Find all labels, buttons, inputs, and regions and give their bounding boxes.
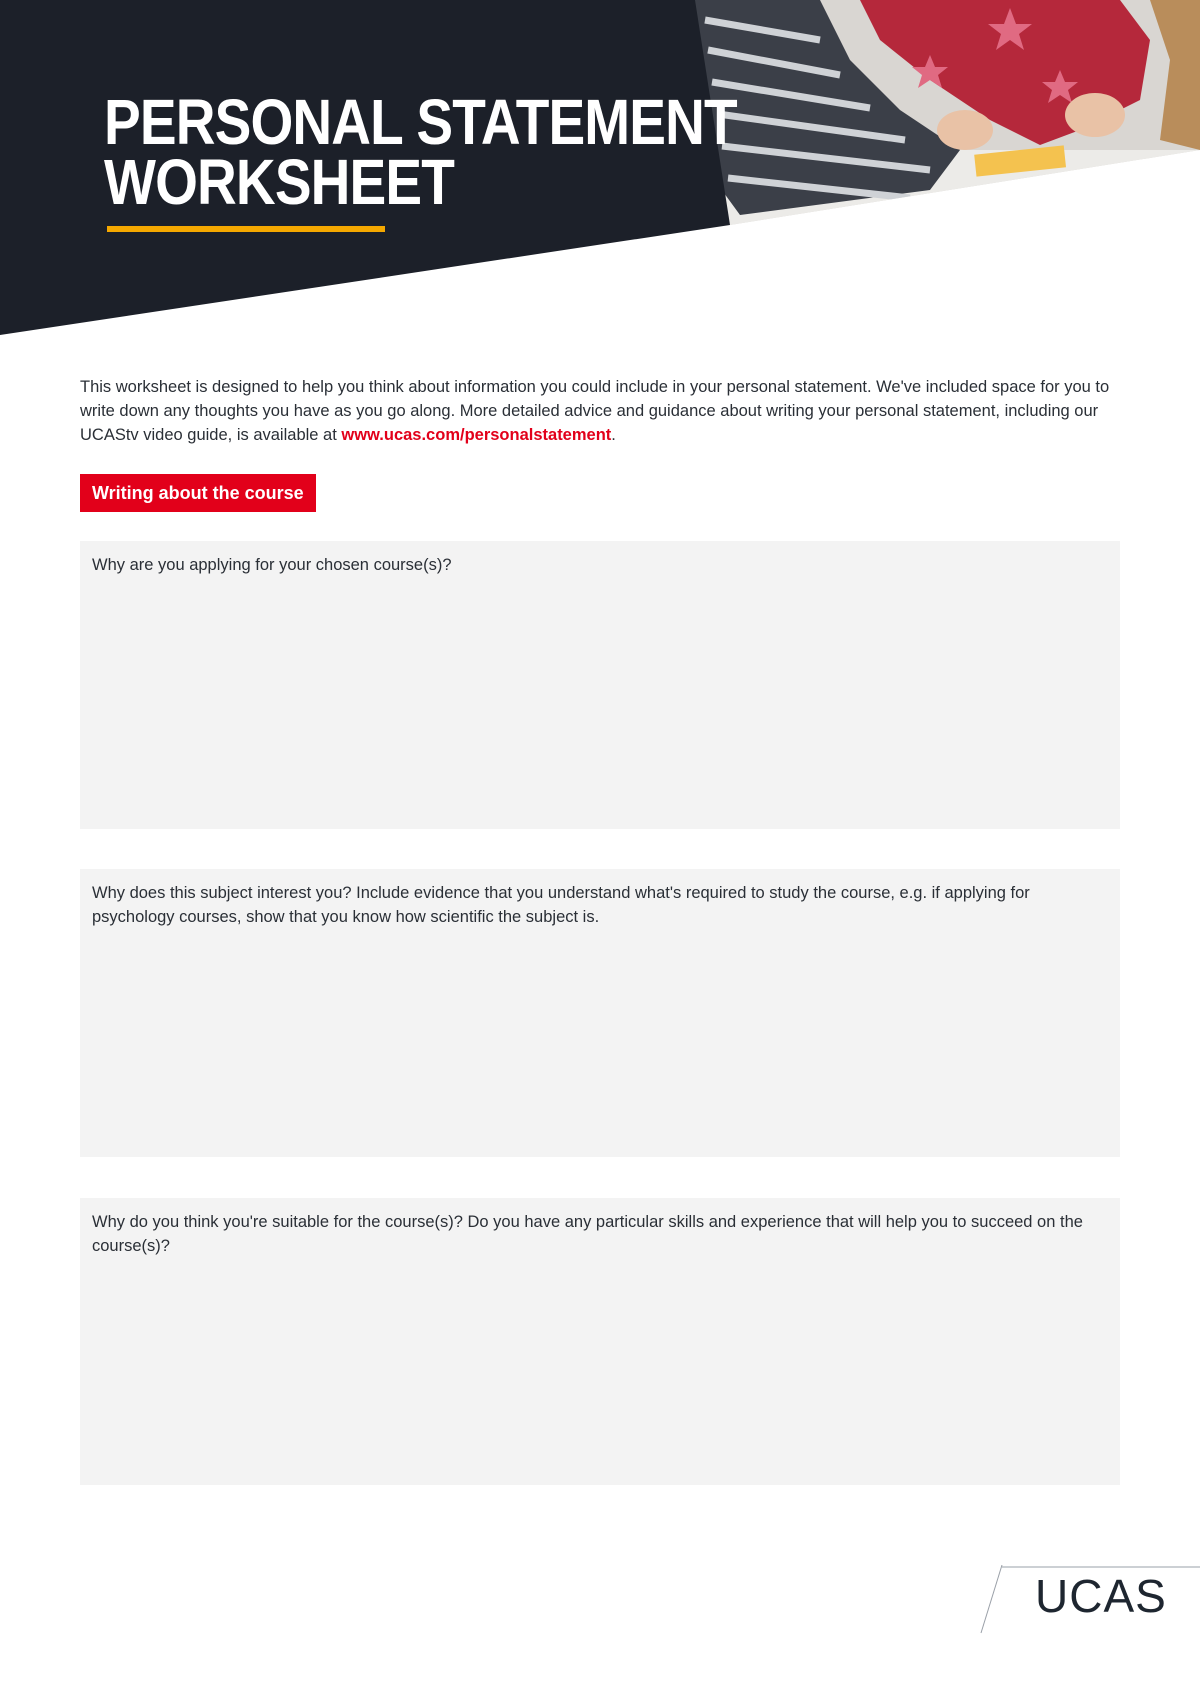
title-underline bbox=[107, 226, 385, 232]
section-heading-badge: Writing about the course bbox=[80, 474, 316, 512]
question-box-suitability[interactable] bbox=[80, 1198, 1120, 1485]
header-banner bbox=[0, 0, 1200, 340]
logo-text: UCAS bbox=[1035, 1570, 1167, 1622]
question-box-course-choice[interactable] bbox=[80, 541, 1120, 829]
question-text: Why are you applying for your chosen course(s)? bbox=[92, 556, 452, 574]
question-text: Why does this subject interest you? Include evidence that you understand what's required to study the course, e.g. if applying for psychology courses, show that you know how scientific the subject is. bbox=[92, 884, 1030, 926]
ucas-logo bbox=[975, 1565, 1200, 1635]
answer-field-suitability[interactable] bbox=[92, 1270, 1108, 1473]
students-writing-photo bbox=[690, 0, 1200, 230]
page-title bbox=[104, 86, 737, 218]
personal-statement-link[interactable]: www.ucas.com/personalstatement bbox=[341, 426, 612, 444]
answer-field-course-choice[interactable] bbox=[92, 589, 1108, 817]
intro-paragraph bbox=[80, 375, 1120, 447]
intro-text: This worksheet is designed to help you think about information you could include in your personal statement. We've included space for you to write down any thoughts you have as you go along. More detailed advice and guidance about writing your personal statement, including our UCAStv video guide, is available at bbox=[80, 378, 1110, 444]
title-line-1: PERSONAL STATEMENT bbox=[104, 86, 737, 158]
answer-field-subject-interest[interactable] bbox=[92, 941, 1108, 1145]
intro-text-end: . bbox=[611, 426, 616, 444]
question-text: Why do you think you're suitable for the course(s)? Do you have any particular skills and experience that will help you to succeed on the course(s)? bbox=[92, 1213, 1083, 1255]
question-box-subject-interest[interactable] bbox=[80, 869, 1120, 1157]
title-line-2: WORKSHEET bbox=[104, 146, 455, 218]
